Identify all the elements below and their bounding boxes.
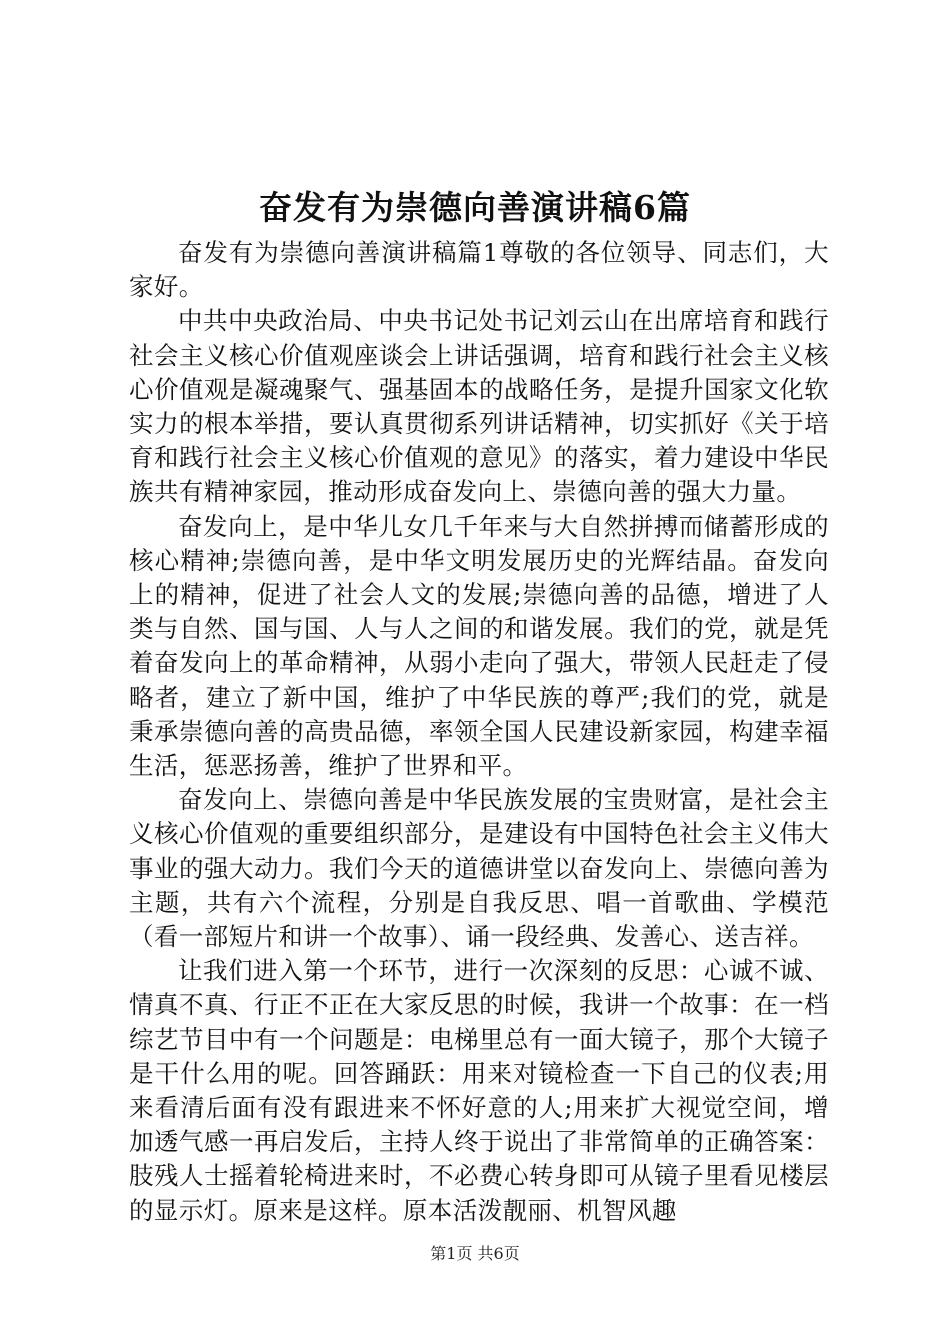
page-title: 奋发有为崇德向善演讲稿6篇: [259, 188, 691, 227]
paragraph-spirit: 奋发向上，是中华儿女几千年来与大自然拼搏而储蓄形成的核心精神;崇德向善，是中华文明发展历史的光辉结晶。奋发向上的精神，促进了社会人文的发展;崇德向善的品德，增进了人类与自然、国与国、人与人之间的和谐发展。我们的党，就是凭着奋发向上的革命精神，从弱小走向了强大，带领人民赶走了侵略者，建立了新中国，维护了中华民族的尊严;我们的党，就是秉承崇德向善的高贵品德，率领全国人民建设新家园，构建幸福生活，惩恶扬善，维护了世界和平。: [129, 511, 829, 781]
page-footer: 第1页 共6页: [430, 1244, 520, 1263]
paragraph-reflection: 让我们进入第一个环节，进行一次深刻的反思：心诚不诚、情真不真、行正不正在大家反思的时候，我讲一个故事：在一档综艺节目中有一个问题是：电梯里总有一面大镜子，那个大镜子是干什么用的呢。回答踊跃：用来对镜检查一下自己的仪表;用来看清后面有没有跟进来不怀好意的人;用来扩大视觉空间，增加透气感一再启发后，主持人终于说出了非常简单的正确答案：肢残人士摇着轮椅进来时，不必费心转身即可从镜子里看见楼层的显示灯。原来是这样。原本活泼靓丽、机智风趣: [129, 956, 829, 1225]
paragraph-background: 中共中央政治局、中央书记处书记刘云山在出席培育和践行社会主义核心价值观座谈会上讲话强调，培育和践行社会主义核心价值观是凝魂聚气、强基固本的战略任务，是提升国家文化软实力的根本举措，要认真贯彻系列讲话精神，切实抓好《关于培育和践行社会主义核心价值观的意见》的落实，着力建设中华民族共有精神家园，推动形成奋发向上、崇德向善的强大力量。: [129, 306, 829, 507]
document-body: [129, 236, 829, 1228]
paragraph-greeting: 奋发有为崇德向善演讲稿篇1尊敬的各位领导、同志们，大家好。: [129, 238, 829, 302]
paragraph-theme: 奋发向上、崇德向善是中华民族发展的宝贵财富，是社会主义核心价值观的重要组织部分，是建设有中国特色社会主义伟大事业的强大动力。我们今天的道德讲堂以奋发向上、崇德向善为主题，共有六个流程，分别是自我反思、唱一首歌曲、学模范（看一部短片和讲一个故事）、诵一段经典、发善心、送吉祥。: [129, 785, 829, 952]
